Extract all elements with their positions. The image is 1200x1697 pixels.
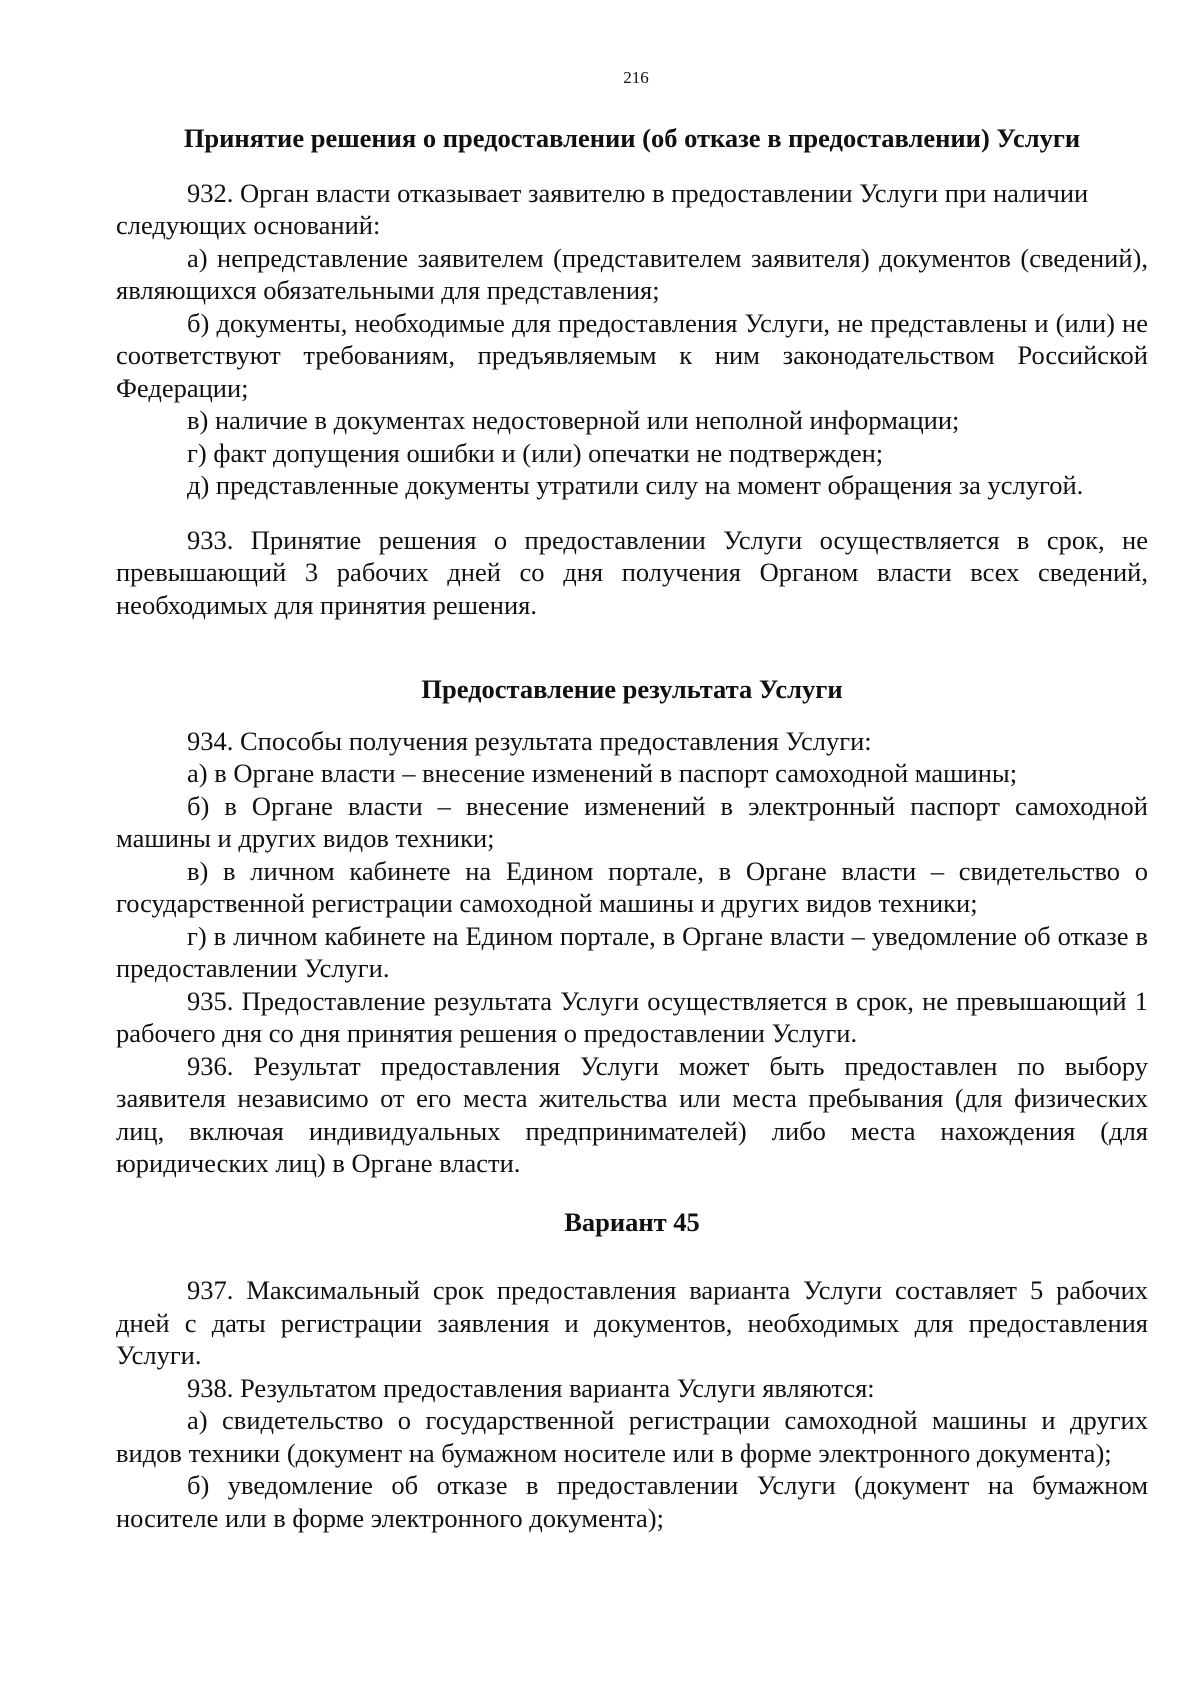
list-item-938-a: а) свидетельство о государственной регистрации самоходной машины и других видов техники (документ на бумажном носителе или в форме электронного документа); (116, 1405, 1148, 1468)
list-item-934-g: г) в личном кабинете на Едином портале, в Органе власти – уведомление об отказе в предоставлении Услуги. (116, 920, 1148, 983)
paragraph-935: 935. Предоставление результата Услуги осуществляется в срок, не превышающий 1 рабочего дня со дня принятия решения о предоставлении Услуги. (116, 985, 1148, 1048)
list-item-932-b: б) документы, необходимые для предоставления Услуги, не представлены и (или) не соответствуют требованиям, предъявляемым к ним законодательством Российской Федерации; (116, 307, 1148, 403)
paragraph-933: 933. Принятие решения о предоставлении Услуги осуществляется в срок, не превышающий 3 рабочих дней со дня получения Органом власти всех сведений, необходимых для принятия решения. (116, 524, 1148, 620)
list-item-932-v: в) наличие в документах недостоверной или неполной информации; (187, 405, 960, 435)
list-item-932-a: а) непредставление заявителем (представителем заявителя) документов (сведений), являющихся обязательными для представления; (116, 242, 1148, 305)
paragraph-934: 934. Способы получения результата предоставления Услуги: (187, 725, 872, 756)
list-item-932-g: г) факт допущения ошибки и (или) опечатки не подтвержден; (187, 437, 884, 468)
section-heading-variant: Вариант 45 (564, 1206, 700, 1237)
list-item-934-b: б) в Органе власти – внесение изменений в электронный паспорт самоходной машины и других видов техники; (116, 790, 1148, 853)
paragraph-937: 937. Максимальный срок предоставления варианта Услуги составляет 5 рабочих дней с даты регистрации заявления и документов, необходимых для предоставления Услуги. (116, 1275, 1148, 1370)
section-heading-result: Предоставление результата Услуги (421, 674, 843, 704)
page-number: 216 (623, 68, 649, 87)
paragraph-932: 932. Орган власти отказывает заявителю в предоставлении Услуги при наличии следующих оснований: (116, 177, 1089, 240)
paragraph-938: 938. Результатом предоставления варианта Услуги являются: (187, 1372, 875, 1403)
list-item-932-d: д) представленные документы утратили силу на момент обращения за услугой. (187, 470, 1084, 500)
list-item-934-a: а) в Органе власти – внесение изменений в паспорт самоходной машины; (187, 758, 1018, 788)
list-item-934-v: в) в личном кабинете на Едином портале, в Органе власти – свидетельство о государственной регистрации самоходной машины и других видов техники; (116, 855, 1148, 918)
paragraph-936: 936. Результат предоставления Услуги может быть предоставлен по выбору заявителя независимо от его места жительства или места пребывания (для физических лиц, включая индивидуальных предпринимателей) либо места нахождения (для юридических лиц) в Органе власти. (116, 1050, 1148, 1178)
section-heading-decision: Принятие решения о предоставлении (об отказе в предоставлении) Услуги (183, 123, 1081, 153)
list-item-938-b: б) уведомление об отказе в предоставлении Услуги (документ на бумажном носителе или в форме электронного документа); (116, 1470, 1148, 1533)
